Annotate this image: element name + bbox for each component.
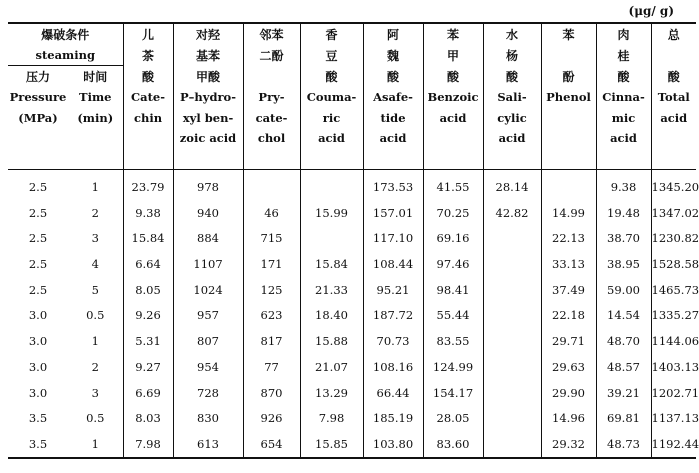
value-cell: 1403.13 — [651, 354, 696, 380]
pressure-header-cn: 压力 — [25, 69, 50, 84]
header-cn: 酸 — [483, 66, 541, 87]
value-cell — [483, 303, 541, 329]
value-cell — [541, 170, 596, 200]
time-unit: (min) — [77, 110, 114, 125]
table-row — [8, 328, 696, 354]
value-cell: 18.40 — [300, 303, 363, 329]
value-cell: 830 — [173, 405, 243, 431]
pressure-cell: 3.5 — [8, 431, 68, 458]
pressure-header-en: Pressure — [9, 90, 67, 105]
header-en: Sali- — [483, 87, 541, 108]
header-cn: 桂 — [596, 45, 651, 66]
header-cn: 水 — [483, 23, 541, 45]
pressure-unit: (MPa) — [18, 110, 58, 125]
header-en: P–hydro- — [173, 87, 243, 108]
value-cell: 171 — [243, 251, 300, 277]
table-row — [8, 405, 696, 431]
header-cn: 甲 — [423, 45, 483, 66]
value-cell: 807 — [173, 328, 243, 354]
header-cn: 酸 — [423, 66, 483, 87]
value-cell: 15.99 — [300, 200, 363, 226]
header-en — [541, 107, 596, 128]
header-en: Asafe- — [363, 87, 423, 108]
header-cn: 酸 — [300, 66, 363, 87]
header-en: zoic acid — [173, 128, 243, 149]
value-cell: 15.85 — [300, 431, 363, 458]
value-cell: 117.10 — [363, 226, 423, 252]
value-cell: 97.46 — [423, 251, 483, 277]
value-cell: 39.21 — [596, 380, 651, 406]
pressure-cell: 3.0 — [28, 359, 48, 374]
value-cell: 1202.71 — [651, 380, 696, 406]
value-cell: 884 — [173, 226, 243, 252]
value-cell: 95.21 — [363, 277, 423, 303]
value-cell: 66.44 — [363, 380, 423, 406]
header-cn: 魏 — [363, 45, 423, 66]
header-en — [651, 128, 696, 149]
value-cell: 187.72 — [363, 303, 423, 329]
header-en — [423, 149, 483, 170]
value-cell: 29.32 — [541, 431, 596, 458]
value-cell: 37.49 — [541, 277, 596, 303]
time-cell: 3 — [91, 231, 99, 246]
header-en: acid — [300, 128, 363, 149]
header-row — [8, 23, 696, 45]
table-row — [8, 354, 696, 380]
value-cell: 1192.44 — [651, 431, 696, 458]
time-header-en: Time — [79, 90, 112, 105]
conditions-group-en: steaming — [8, 45, 123, 66]
header-cn: 对羟 — [173, 23, 243, 45]
value-cell: 42.82 — [483, 200, 541, 226]
value-cell: 55.44 — [423, 303, 483, 329]
value-cell: 1347.02 — [651, 200, 696, 226]
value-cell: 48.70 — [596, 328, 651, 354]
value-cell: 1335.27 — [651, 303, 696, 329]
value-cell: 22.18 — [541, 303, 596, 329]
header-cn — [243, 66, 300, 87]
value-cell — [483, 251, 541, 277]
header-en: acid — [363, 128, 423, 149]
header-cn: 阿 — [363, 23, 423, 45]
header-en: acid — [423, 107, 483, 128]
value-cell: 108.44 — [363, 251, 423, 277]
header-cn: 酸 — [363, 66, 423, 87]
time-cell: 0.5 — [86, 411, 105, 426]
value-cell: 21.07 — [300, 354, 363, 380]
header-row — [8, 107, 696, 128]
header-cn — [541, 45, 596, 66]
header-en — [243, 149, 300, 170]
value-cell: 15.84 — [300, 251, 363, 277]
value-cell: 69.16 — [423, 226, 483, 252]
header-en: acid — [483, 128, 541, 149]
value-cell: 19.48 — [596, 200, 651, 226]
header-cn: 香 — [300, 23, 363, 45]
value-cell — [483, 354, 541, 380]
value-cell: 1528.58 — [651, 251, 696, 277]
value-cell: 7.98 — [123, 431, 173, 458]
value-cell: 1144.06 — [651, 328, 696, 354]
value-cell: 13.29 — [300, 380, 363, 406]
pressure-cell: 3.0 — [28, 334, 48, 349]
value-cell: 613 — [173, 431, 243, 458]
header-cn: 邻苯 — [243, 23, 300, 45]
value-cell: 6.64 — [123, 251, 173, 277]
header-en — [483, 149, 541, 170]
value-cell — [300, 226, 363, 252]
header-cn: 酸 — [651, 66, 696, 87]
conditions-group-cn: 爆破条件 — [8, 23, 123, 45]
header-en — [363, 149, 423, 170]
header-cn: 儿 — [123, 23, 173, 45]
header-en: Total — [651, 87, 696, 108]
value-cell: 29.63 — [541, 354, 596, 380]
value-cell: 1230.82 — [651, 226, 696, 252]
header-en: acid — [596, 128, 651, 149]
time-cell: 2 — [91, 359, 99, 374]
value-cell — [300, 170, 363, 200]
pressure-cell: 2.5 — [28, 180, 48, 194]
value-cell: 46 — [243, 200, 300, 226]
value-cell: 154.17 — [423, 380, 483, 406]
value-cell: 9.26 — [123, 303, 173, 329]
value-cell: 654 — [243, 431, 300, 458]
header-cn: 豆 — [300, 45, 363, 66]
value-cell: 1107 — [173, 251, 243, 277]
value-cell: 23.79 — [123, 170, 173, 200]
value-cell: 14.54 — [596, 303, 651, 329]
header-cn: 苯 — [423, 23, 483, 45]
value-cell: 69.81 — [596, 405, 651, 431]
header-en: Cate- — [123, 87, 173, 108]
header-en: Cinna- — [596, 87, 651, 108]
value-cell: 21.33 — [300, 277, 363, 303]
header-en — [596, 149, 651, 170]
phenolic-acids-table — [8, 22, 699, 459]
header-en — [123, 149, 173, 170]
value-cell: 728 — [173, 380, 243, 406]
value-cell: 9.38 — [596, 170, 651, 200]
value-cell — [483, 277, 541, 303]
header-cn: 肉 — [596, 23, 651, 45]
value-cell: 70.25 — [423, 200, 483, 226]
time-cell: 4 — [91, 257, 99, 272]
value-cell: 185.19 — [363, 405, 423, 431]
header-row — [8, 45, 696, 66]
value-cell: 957 — [173, 303, 243, 329]
table-row — [8, 303, 696, 329]
header-row — [8, 66, 696, 87]
header-cn — [651, 45, 696, 66]
table-row — [8, 200, 696, 226]
header-en — [541, 128, 596, 149]
header-cn: 杨 — [483, 45, 541, 66]
value-cell: 29.71 — [541, 328, 596, 354]
pressure-cell: 2.5 — [28, 282, 48, 297]
time-cell: 1 — [68, 431, 123, 458]
value-cell: 9.38 — [123, 200, 173, 226]
value-cell: 70.73 — [363, 328, 423, 354]
value-cell: 103.80 — [363, 431, 423, 458]
value-cell: 108.16 — [363, 354, 423, 380]
header-en: acid — [651, 107, 696, 128]
header-en: chin — [123, 107, 173, 128]
header-en: cate- — [243, 107, 300, 128]
table-row — [8, 251, 696, 277]
value-cell — [483, 328, 541, 354]
header-en: Couma- — [300, 87, 363, 108]
header-en: ric — [300, 107, 363, 128]
value-cell: 48.73 — [596, 431, 651, 458]
header-en: tide — [363, 107, 423, 128]
value-cell: 954 — [173, 354, 243, 380]
header-en: cylic — [483, 107, 541, 128]
value-cell: 41.55 — [423, 170, 483, 200]
header-cn: 总 — [651, 23, 696, 45]
value-cell: 940 — [173, 200, 243, 226]
value-cell: 978 — [173, 170, 243, 200]
pressure-cell: 3.5 — [28, 411, 48, 426]
time-cell: 0.5 — [86, 308, 105, 323]
header-cn: 酚 — [541, 66, 596, 87]
value-cell: 7.98 — [300, 405, 363, 431]
header-row — [8, 87, 696, 108]
value-cell: 8.03 — [123, 405, 173, 431]
pressure-cell: 2.5 — [28, 205, 48, 220]
header-cn: 茶 — [123, 45, 173, 66]
value-cell: 1465.73 — [651, 277, 696, 303]
header-en: xyl ben- — [173, 107, 243, 128]
value-cell: 124.99 — [423, 354, 483, 380]
header-en: chol — [243, 128, 300, 149]
value-cell: 29.90 — [541, 380, 596, 406]
header-en — [423, 128, 483, 149]
header-en — [123, 128, 173, 149]
value-cell: 98.41 — [423, 277, 483, 303]
header-cn: 酸 — [596, 66, 651, 87]
value-cell: 28.14 — [483, 170, 541, 200]
value-cell: 48.57 — [596, 354, 651, 380]
value-cell: 9.27 — [123, 354, 173, 380]
value-cell: 38.95 — [596, 251, 651, 277]
pressure-cell: 3.0 — [28, 308, 48, 323]
value-cell: 59.00 — [596, 277, 651, 303]
header-en — [541, 149, 596, 170]
value-cell: 715 — [243, 226, 300, 252]
time-cell: 3 — [91, 385, 99, 400]
value-cell: 5.31 — [123, 328, 173, 354]
table-row — [8, 380, 696, 406]
header-cn: 酸 — [123, 66, 173, 87]
table-header — [8, 23, 696, 170]
value-cell: 125 — [243, 277, 300, 303]
header-cn: 二酚 — [243, 45, 300, 66]
value-cell: 28.05 — [423, 405, 483, 431]
value-cell: 173.53 — [363, 170, 423, 200]
value-cell: 33.13 — [541, 251, 596, 277]
value-cell: 926 — [243, 405, 300, 431]
value-cell: 157.01 — [363, 200, 423, 226]
value-cell: 14.96 — [541, 405, 596, 431]
value-cell: 38.70 — [596, 226, 651, 252]
table-row — [8, 431, 696, 458]
header-en: mic — [596, 107, 651, 128]
header-cn: 苯 — [541, 23, 596, 45]
header-en — [651, 149, 696, 170]
header-cn: 甲酸 — [173, 66, 243, 87]
pressure-cell: 2.5 — [28, 231, 48, 246]
value-cell — [483, 226, 541, 252]
time-cell: 1 — [91, 334, 99, 349]
value-cell — [483, 431, 541, 458]
unit-label: (μg/ g) — [628, 4, 674, 18]
time-cell: 2 — [91, 205, 99, 220]
header-en — [300, 149, 363, 170]
value-cell: 15.88 — [300, 328, 363, 354]
pressure-cell: 3.0 — [28, 385, 48, 400]
value-cell: 8.05 — [123, 277, 173, 303]
value-cell: 817 — [243, 328, 300, 354]
time-cell: 1 — [91, 180, 99, 194]
value-cell: 83.60 — [423, 431, 483, 458]
value-cell: 623 — [243, 303, 300, 329]
value-cell: 14.99 — [541, 200, 596, 226]
value-cell: 1345.20 — [651, 170, 696, 200]
value-cell: 15.84 — [123, 226, 173, 252]
table-row — [8, 226, 696, 252]
header-en — [173, 149, 243, 170]
time-header-cn: 时间 — [83, 69, 108, 84]
value-cell: 77 — [243, 354, 300, 380]
value-cell: 83.55 — [423, 328, 483, 354]
header-cn: 基苯 — [173, 45, 243, 66]
table-row — [8, 277, 696, 303]
header-en: Pry- — [243, 87, 300, 108]
value-cell: 6.69 — [123, 380, 173, 406]
value-cell — [483, 405, 541, 431]
table-body — [8, 170, 699, 458]
value-cell: 1137.13 — [651, 405, 696, 431]
pressure-cell: 2.5 — [28, 257, 48, 272]
value-cell: 22.13 — [541, 226, 596, 252]
value-cell: 870 — [243, 380, 300, 406]
value-cell — [243, 170, 300, 200]
time-cell: 5 — [91, 282, 99, 297]
header-row — [8, 128, 696, 149]
header-en: Phenol — [541, 87, 596, 108]
value-cell — [483, 380, 541, 406]
table-row — [8, 170, 696, 200]
header-en: Benzoic — [423, 87, 483, 108]
value-cell: 1024 — [173, 277, 243, 303]
header-row — [8, 149, 696, 170]
